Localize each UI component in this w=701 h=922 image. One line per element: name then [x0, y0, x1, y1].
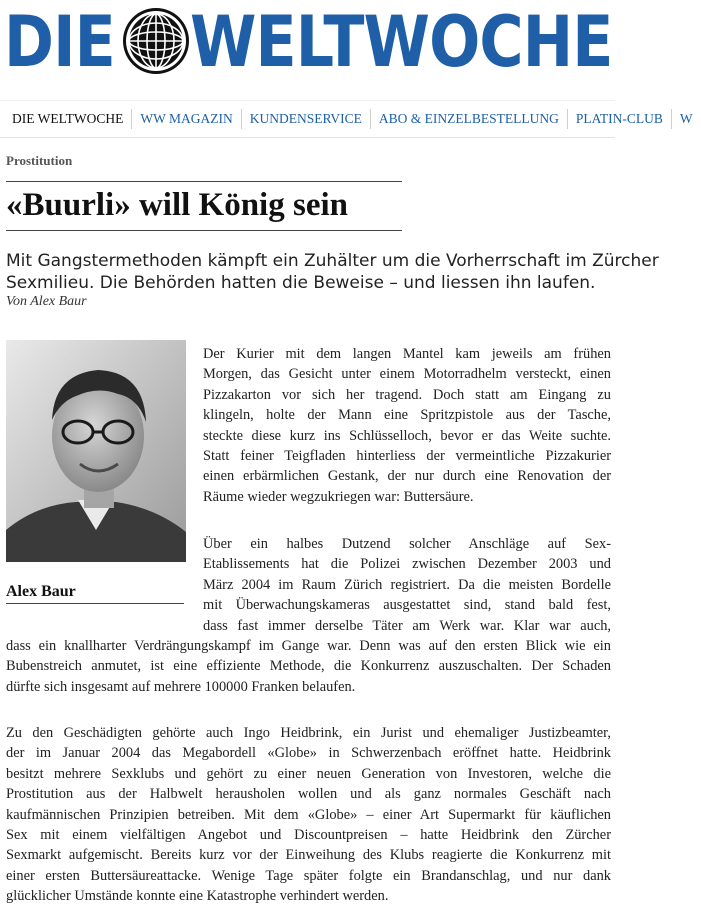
- nav-item-more[interactable]: W: [671, 109, 701, 129]
- lead-line: Mit Gangstermethoden kämpft ein Zuhälter um die Vorherrschaft im Zürcher: [6, 251, 659, 271]
- nav-item-die-weltwoche[interactable]: DIE WELTWOCHE: [12, 111, 124, 126]
- article-byline: Von Alex Baur: [6, 294, 87, 309]
- text-line: Über ein halbes Dutzend solcher Anschläge auf Sex-: [203, 536, 611, 552]
- text-line: dürfte sich insgesamt auf mehrere 100000 Franken belaufen.: [6, 678, 356, 695]
- masthead[interactable]: [4, 0, 615, 82]
- text-line: Zu den Geschädigten gehörte auch Ingo Heidbrink, ein Jurist und ehemaliger Justizbeamter,: [6, 725, 611, 741]
- divider: [6, 230, 402, 231]
- text-line: Prostitution aus der Halbwelt herausholen wollen und als ganz normales Geschäft nach: [6, 786, 611, 803]
- article-paragraph: [203, 534, 611, 636]
- text-line: Sexmarkt aufgemischt. Bereits kurz vor der Einweihung des Klubs reagierte die Konkurrenz mit: [6, 847, 611, 864]
- masthead-word-weltwoche: WELTWOCHE: [190, 1, 613, 83]
- article-paragraph: [203, 344, 611, 507]
- text-line: der im Januar 2004 das Megabordell «Globe» in Schwerzenbach eröffnet hatte. Heidbrink: [6, 745, 611, 762]
- divider: [6, 603, 184, 604]
- main-nav: [0, 100, 693, 138]
- text-line: glücklicher Umstände konnte eine Katastrophe verhindert werden.: [6, 888, 389, 905]
- nav-item-platin-club[interactable]: PLATIN-CLUB: [567, 109, 671, 129]
- text-line: besitzt mehrere Sexklubs und gehört zu einer neuen Generation von Investoren, welche die: [6, 765, 611, 782]
- text-line: einer ersten Buttersäureattacke. Wenige Tage später folgte ein Brandanschlag, und nur dank: [6, 867, 611, 884]
- text-line: Morgen, das Gesicht unter einem Motorradhelm versteckt, einen: [203, 366, 611, 383]
- globe-icon: [121, 6, 191, 76]
- text-line: einen erbärmlichen Gestank, der nur durch eine Renovation der: [203, 468, 611, 485]
- divider: [6, 181, 402, 182]
- text-line: Der Kurier mit dem langen Mantel kam jeweils am frühen: [203, 346, 611, 362]
- article-paragraph-continued: [6, 636, 611, 697]
- text-line: Pizzakarton vor sich her tragend. Doch statt am Eingang zu: [203, 386, 611, 403]
- nav-item-ww-magazin[interactable]: WW MAGAZIN: [131, 109, 240, 129]
- article-paragraph: [6, 723, 611, 907]
- lead-line: Sexmilieu. Die Behörden hatten die Beweise – und liessen ihn laufen.: [6, 273, 596, 293]
- text-line: dass fast immer derselbe Täter am Werk war. Klar war auch,: [203, 617, 611, 634]
- text-line: Statt feiner Teigfladen hinterliess der vermeintliche Pizzakurier: [203, 448, 611, 465]
- text-line: Etablissements hat die Polizei zwischen Dezember 2003 und: [203, 556, 611, 573]
- text-line: dass ein knallharter Verdrängungskampf im Gange war. Denn was auf den ersten Blick wie ein: [6, 638, 611, 654]
- article-title: «Buurli» will König sein: [6, 187, 348, 223]
- text-line: mit Überwachungskameras ausgestattet sind, stand bald fest,: [203, 597, 611, 614]
- author-photo: [6, 340, 186, 562]
- text-line: kaufmännischen Prinzipien betreiben. Mit dem «Globe» – einer Art Supermarkt für käuflichen: [6, 806, 611, 823]
- text-line: klingeln, holte der Mann eine Spritzpistole aus der Tasche,: [203, 407, 611, 424]
- nav-item-abo-einzelbestellung[interactable]: ABO & EINZELBESTELLUNG: [370, 109, 567, 129]
- article-lead: [6, 250, 659, 294]
- text-line: März 2004 im Raum Zürich registriert. Da die meisten Bordelle: [203, 576, 611, 593]
- photo-caption: Alex Baur: [6, 583, 76, 600]
- text-line: Bubenstreich anmutet, ist eine effiziente Methode, die Konkurrenz auszuschalten. Der Schaden: [6, 658, 611, 675]
- text-line: steckte diese kurz ins Schlüsselloch, bevor er das Weite suchte.: [203, 427, 611, 444]
- text-line: Räume wieder wegzukriegen war: Buttersäure.: [203, 488, 474, 505]
- nav-item-kundenservice[interactable]: KUNDENSERVICE: [241, 109, 370, 129]
- article-kicker: Prostitution: [6, 153, 73, 168]
- text-line: Sex mit einem vielfältigen Angebot und Discountpreisen – hatte Heidbrink den Zürcher: [6, 827, 611, 844]
- masthead-word-die: DIE: [4, 1, 115, 83]
